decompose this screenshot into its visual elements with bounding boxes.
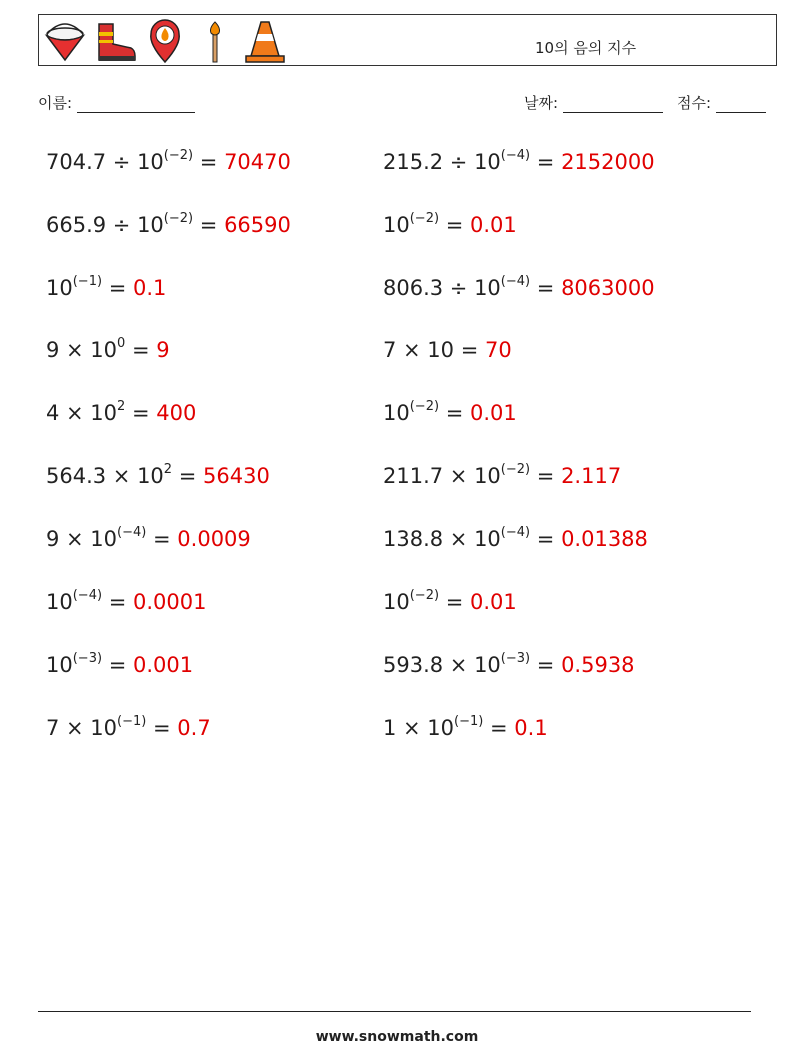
worksheet-title: 10의 음의 지수 bbox=[535, 39, 637, 57]
problem-answer: 70470 bbox=[224, 150, 291, 174]
problem-expression: 215.2 ÷ 10 bbox=[383, 150, 501, 174]
problem-item bbox=[46, 401, 196, 425]
footer-url: www.snowmath.com bbox=[315, 1029, 479, 1045]
problem-exponent: (−1) bbox=[454, 714, 484, 729]
problem-item bbox=[383, 338, 512, 362]
problem-item bbox=[46, 716, 211, 740]
problem-answer: 0.001 bbox=[133, 653, 194, 677]
equals-sign: = bbox=[530, 653, 562, 677]
location-fire-icon bbox=[143, 18, 187, 64]
problem-expression: 704.7 ÷ 10 bbox=[46, 150, 164, 174]
problem-item bbox=[46, 527, 251, 551]
problem-item bbox=[383, 401, 517, 425]
equals-sign: = bbox=[483, 716, 515, 740]
equals-sign: = bbox=[530, 150, 562, 174]
bucket-icon bbox=[43, 18, 87, 64]
problem-exponent: (−2) bbox=[409, 211, 440, 226]
problem-answer: 0.01 bbox=[470, 590, 517, 614]
problem-expression: 7 × 10 bbox=[46, 716, 118, 740]
problem-exponent: (−1) bbox=[117, 714, 147, 729]
equals-sign: = bbox=[125, 338, 157, 362]
equals-sign: = bbox=[102, 653, 133, 677]
problem-answer: 56430 bbox=[203, 464, 270, 488]
score-label: 점수: bbox=[677, 94, 712, 112]
problem-item bbox=[46, 338, 170, 362]
problem-answer: 2.117 bbox=[561, 464, 622, 488]
problem-exponent: (−4) bbox=[500, 525, 531, 540]
problem-answer: 0.1 bbox=[514, 716, 548, 740]
problem-expression: 10 bbox=[46, 276, 73, 300]
problem-exponent: (−3) bbox=[500, 651, 531, 666]
header-icons bbox=[43, 17, 287, 65]
problem-exponent: (−2) bbox=[163, 148, 194, 163]
equals-sign: = bbox=[530, 276, 562, 300]
equals-sign: = bbox=[146, 716, 178, 740]
problem-item bbox=[383, 276, 655, 300]
name-label: 이름: bbox=[38, 94, 73, 112]
problem-item bbox=[383, 464, 621, 488]
name-field bbox=[38, 92, 195, 113]
traffic-cone-icon bbox=[243, 18, 287, 64]
boot-icon bbox=[93, 18, 137, 64]
equals-sign: = bbox=[102, 590, 133, 614]
problem-expression: 564.3 × 10 bbox=[46, 464, 164, 488]
problem-exponent: (−3) bbox=[72, 651, 103, 666]
date-blank bbox=[563, 98, 663, 113]
score-field bbox=[677, 92, 766, 113]
problem-answer: 70 bbox=[484, 338, 512, 362]
header-box bbox=[38, 14, 777, 66]
name-blank bbox=[77, 98, 195, 113]
match-icon bbox=[193, 18, 237, 64]
problem-exponent: (−4) bbox=[117, 525, 147, 540]
problem-expression: 138.8 × 10 bbox=[383, 527, 501, 551]
problem-exponent: (−1) bbox=[72, 274, 103, 289]
problem-expression: 10 bbox=[383, 213, 410, 237]
problem-expression: 10 bbox=[46, 653, 73, 677]
equals-sign: = bbox=[530, 527, 562, 551]
problem-expression: 4 × 10 bbox=[46, 401, 118, 425]
problem-answer: 0.1 bbox=[133, 276, 167, 300]
equals-sign: = bbox=[439, 401, 470, 425]
problem-item bbox=[46, 150, 291, 174]
score-blank bbox=[716, 98, 766, 113]
problem-expression: 10 bbox=[383, 401, 410, 425]
problem-answer: 400 bbox=[156, 401, 197, 425]
problem-item bbox=[46, 213, 291, 237]
problem-expression: 7 × 10 bbox=[383, 338, 455, 362]
problem-item bbox=[46, 464, 270, 488]
problem-exponent: (−2) bbox=[409, 588, 440, 603]
problem-item bbox=[383, 716, 548, 740]
problem-item bbox=[383, 653, 635, 677]
problem-item bbox=[383, 527, 648, 551]
problem-answer: 0.5938 bbox=[561, 653, 635, 677]
problem-answer: 0.7 bbox=[177, 716, 211, 740]
problem-expression: 9 × 10 bbox=[46, 527, 118, 551]
problem-exponent: (−4) bbox=[500, 274, 531, 289]
problem-answer: 0.01 bbox=[470, 401, 517, 425]
date-label: 날짜: bbox=[524, 94, 559, 112]
problem-item bbox=[46, 276, 166, 300]
equals-sign: = bbox=[439, 213, 470, 237]
footer-divider bbox=[38, 1011, 751, 1012]
problem-exponent: (−4) bbox=[500, 148, 531, 163]
problem-expression: 211.7 × 10 bbox=[383, 464, 501, 488]
problem-exponent: (−2) bbox=[163, 211, 194, 226]
problem-expression: 665.9 ÷ 10 bbox=[46, 213, 164, 237]
problem-exponent: (−2) bbox=[409, 399, 440, 414]
problem-expression: 806.3 ÷ 10 bbox=[383, 276, 501, 300]
problem-expression: 593.8 × 10 bbox=[383, 653, 501, 677]
equals-sign: = bbox=[172, 464, 204, 488]
problem-expression: 1 × 10 bbox=[383, 716, 455, 740]
problem-exponent: (−4) bbox=[72, 588, 103, 603]
problem-item bbox=[383, 213, 517, 237]
problem-answer: 8063000 bbox=[561, 276, 655, 300]
problem-answer: 9 bbox=[156, 338, 170, 362]
problem-item bbox=[46, 590, 206, 614]
equals-sign: = bbox=[193, 213, 225, 237]
problem-answer: 0.01388 bbox=[561, 527, 648, 551]
problem-answer: 0.0001 bbox=[133, 590, 207, 614]
equals-sign: = bbox=[439, 590, 470, 614]
problem-expression: 10 bbox=[46, 590, 73, 614]
problem-answer: 66590 bbox=[224, 213, 291, 237]
equals-sign: = bbox=[146, 527, 178, 551]
equals-sign: = bbox=[125, 401, 157, 425]
equals-sign: = bbox=[193, 150, 225, 174]
problem-expression: 9 × 10 bbox=[46, 338, 118, 362]
problem-exponent: 2 bbox=[117, 399, 126, 414]
problem-item bbox=[46, 653, 193, 677]
problem-exponent: 0 bbox=[117, 336, 126, 351]
equals-sign: = bbox=[454, 338, 485, 362]
equals-sign: = bbox=[530, 464, 562, 488]
date-field bbox=[524, 92, 663, 113]
problem-answer: 2152000 bbox=[561, 150, 655, 174]
equals-sign: = bbox=[102, 276, 133, 300]
problem-exponent: (−2) bbox=[500, 462, 531, 477]
problem-answer: 0.01 bbox=[470, 213, 517, 237]
problem-item bbox=[383, 590, 517, 614]
problem-exponent: 2 bbox=[163, 462, 173, 477]
problem-expression: 10 bbox=[383, 590, 410, 614]
problem-item bbox=[383, 150, 655, 174]
problem-answer: 0.0009 bbox=[177, 527, 251, 551]
